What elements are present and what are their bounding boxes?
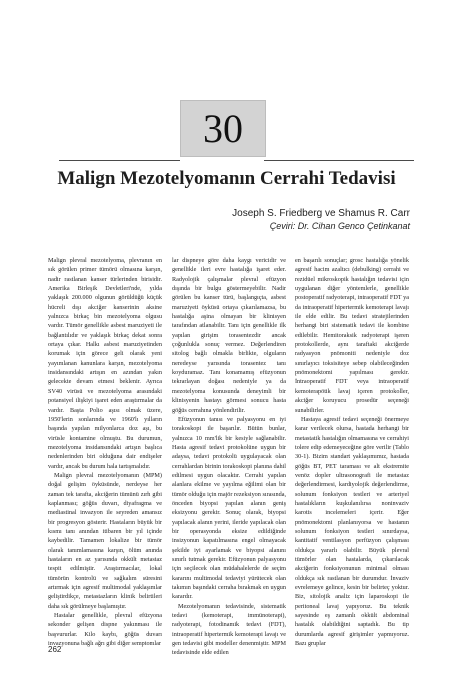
chapter-translator: Çeviri: Dr. Cihan Genco Çetinkanat [269,221,410,231]
chapter-number: 30 [203,106,243,151]
paragraph: Malign plevral mezotelyoma, plevranın en sık görülen primer tümörü olmasına karşın, nadir rastlanan kanser türlerinden birisidir. Amerika Birleşik Devletleri'nde, yılda yaklaşık 200.000 olgunun görüldüğü küçük hücreli dışı akciğer kanserinin aksine yalnızca birkaç bin mezotelyoma olgusu vardır. Tümör genellikle asbest maruziyeti ile bağlantılıdır ve yaklaşık birkaç dekat sonra ortaya çıkar. Halkı asbest maruziyetinden korumak için görece geli olarak yeni yayımlanan kanunlara karşın, mezotelyoma insidansındaki artışın en azından yakın gelecekte devam etmesi beklenir. Ayrıca SV40 virüsü ve mezotelyoma arasındaki potansiyel ilişkiyi işaret eden araştırmalar da vardır. Başta Polio aşısı olmak üzere, 1950'lerin sonlarında ve 1960'lı yılların başında yapılan milyonlarca doz aşı, bu virüsle kontamine olmuştu. Bu durumun, mezotelyoma insidansındaki artışın başlıca nedenlerinden biri olduğuna dair endişeler vardır, ancak bu durum hala tartışmalıdır. [48,257,162,470]
paragraph: Hastalar genellikle, plevral efüzyona sekonder gelişen dispne yakınması ile başvururlar. Kilo kaybı, göğüs duvarı invazyonuna bağlı ağrı gibi diğer semptomlar [48,612,162,648]
paragraph: Mezotelyomanın tedavisinde, sistematik tedavi (kemoterapi, immünoterapi), radyoterapi, fotodinamik tedavi (FDT), intraoperatif hipertermik kemoterapi lavajı ve gen tedavisi gibi modeller denenmiştir. MPM tedavisinde elde edilen [172,602,286,657]
paragraph: Efüzyonun tanısı ve palyasyonu en iyi torakoskopi ile başarılır. Bütün bunlar, yalnızca 10 mm'lik bir kesiyle sağlanabilir. Hasta agresif tedavi protokolüne uygun bir adaysa, tedavi protokolü uygulayacak olan cerrahlardan birinin torakoskopi planına dahil edilmesi uygun olacaktır. Cerrahi yapılan alanlara ekilme ve yayılma eğilimi olan bir tümör olduğu için majör rezeksiyon sırasında, önceden biyopsi yapılan alanın geniş eksizyonu gerekir. Sonuç olarak, biyopsi yapılacak alanın yerini, ileride yapılacak olan bir operasyonda eksize edildiğinde insizyonun kapatılmasına engel olmayacak şekilde iyi ayarlamak ve biyopsi alanını sınırlı tutmak gerekir. Efüzyonun palyasyonu için seçilecek olan müdahalelerde de seçim kararını multimodal tedaviyi yürütecek olan takımın başındaki cerraha bırakmak en uygun karardır. [172,415,286,601]
paragraph: lar dispneye göre daha kaygı vericidir ve genellikle ileri evre hastalığa işaret eder. Radyolojik çalışmalar plevral efüzyon dışında bir bulgu göstermeyebilir. Nadir görülen bu kanser türü, başlangıçta, asbest maruziyeti öyküsü ortaya çıkarılamazsa, bu hastalığa aşina olmayan bir klinisyen tarafından atlanabilir. Tanı için genellikle ilk yapılan girişim torasentezdir ancak çoğunlukla sonuç vermez. Değerlendiren sitolog bağlı olmakla birlikte, olguların neredeyse yarısında torasentez tanı koyduramaz. Tanı konamamış efüzyonun tekrarlayan doğası nedeniyle ya da mezotelyoma konusunda deneyimli bir klinisyenin hastayı görmesi sonucu hasta göğüs cerrahına yönlendirilir. [172,257,286,414]
text-column-1 [48,256,162,648]
paragraph: en başarılı sonuçlar; grosc hastalığa yönelik agresif hacim azaltıcı (debulking) cerrahi ve rezidüel mikroskopik hastalığın tedavisi için uygulanan diğer yöntemlerle, genellikle postoperatif radyoterapi, intraoperatif FDT ya da intraoperatif hipertermik kemoterapi lavajı ile elde edilir. Bu tedavi stratejilerinden herhangi biri sistematik tedavi ile kombine edilebilir. Hemitoraksik radyoterapi işeren protokollerde, aynı taraftaki akciğerde radyasyon pnömoniti nedeniyle doz sınırlayıcı toksisiteye sebep olabileceğinden pnömonektomi yapılması gerekir. İntraoperatif FDT veya intraoperatif kemoterapötik lavaj içeren protokoller, akciğer koruyucu prosedür seçeneği sunabilirler. [295,257,409,414]
chapter-number-box [180,100,266,157]
title-rule-left [59,160,180,161]
page-number: 262 [48,645,62,654]
title-rule-right [264,160,414,161]
chapter-title: Malign Mezotelyomanın Cerrahi Tedavisi [57,168,396,189]
text-column-2 [172,256,286,657]
paragraph: Hastaya agresif tedavi seçeneği önermeye karar verilecek olursa, hastada herhangi bir metastatik hastalığın olmamasına ve cerrahiyi tolere edip edemeyeceğine göre verilir (Tablo 30-1). Bizim standart yaklaşımımız, hastada göğüs BT, PET taraması ve alt ekstremite venöz dopler ultrasonografi ile metastaz değerlendirmesi, kardiyolojik değerlendirme, solunum fonksiyon testleri ve arteriyel hastalıkların kuşkulanılırsa noninvaziv karotis incelemeleri içerir. Eğer pnömonektomi planlanıyorsa ve hastanın solunum fonksiyon testleri sınırdaysa, kantitatif ventilasyon perfüzyon çalışması oldukça yararlı olabilir. Büyük plevral tümörler olan hastalarda, çıkarılacak akciğerin fonksiyonunun minimal olması oldukça sık rastlanan bir durumdur. İnvaziv evrelemeye gelince, kesin bir belirteç yoktur. Biz, sitolojik analiz için laparoskopi ile peritoneal lavaj yapıyoruz. Bu teknik sayesinde eş zamanlı okkült abdominal hastalık olabildiğini saptadık. Bu tip durumlarda agresif girişimler yapmıyoruz. Bazı gruplar [295,415,409,648]
chapter-authors: Joseph S. Friedberg ve Shamus R. Carr [232,208,410,219]
text-column-3 [295,256,409,648]
paragraph: Malign plevral mezotelyomanın (MPM) doğal gelişim öyküsünde, nerdeyse her zaman tek tarafta, akciğerin tümünü zırh gibi kaplanması; göğüs duvarı, diyafragma ve mediastinal invazyon ile seyreden amansız bir progresyon gösterir. Hastaların büyük bir kısmı tanı anından itibaren bir yıl içinde kaybedilir. Tamamen lokalize bir tümör olarak tanımlamasına karşın, ölüm anında hastaların en az yarısında okkült metastaz tespit edilmiştir. Araştırmacılar, lokal tümörün kontrolü ve sağkalım süresini artırmak için agresif multimodal yaklaşımlar geliştirdikçe, metastazların klinik belirtileri daha sık görülmeye başlamıştır. [48,471,162,610]
